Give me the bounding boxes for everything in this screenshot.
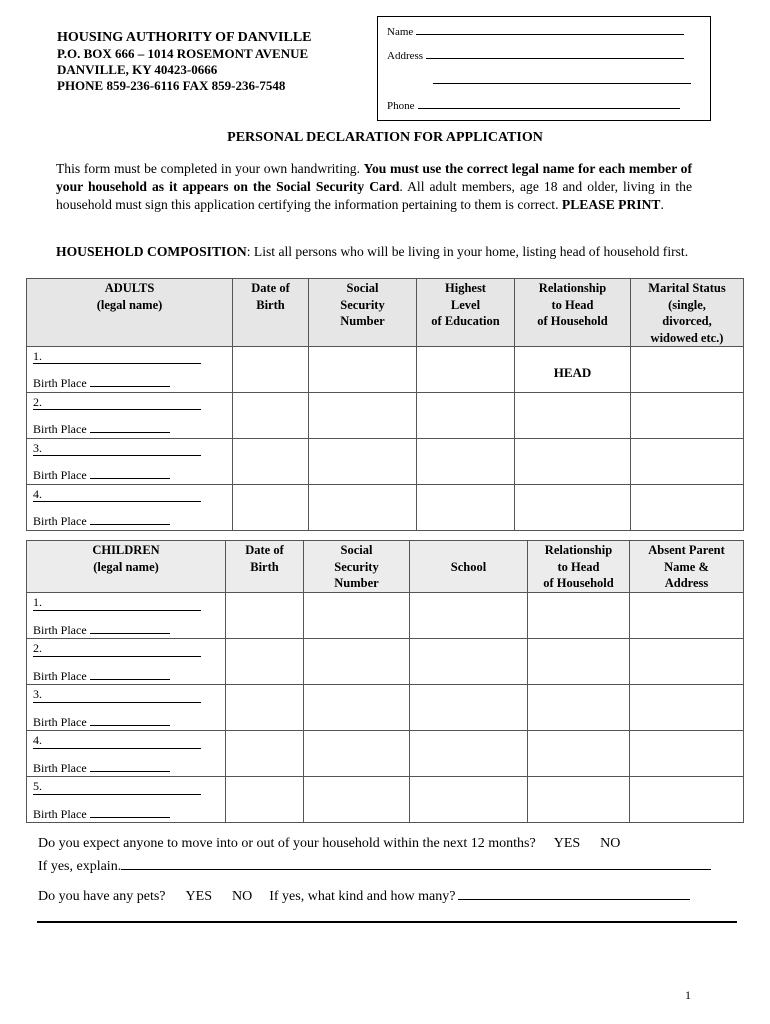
household-label: HOUSEHOLD COMPOSITION: [56, 244, 247, 259]
adults-cell-2[interactable]: [309, 485, 417, 531]
please-print: PLEASE PRINT: [561, 197, 661, 212]
children-cell-5[interactable]: [630, 684, 744, 730]
children-cell-3[interactable]: [410, 638, 528, 684]
explain-field[interactable]: [121, 859, 711, 870]
row-number: 4.: [33, 487, 42, 501]
agency-name: HOUSING AUTHORITY OF DANVILLE: [57, 30, 312, 45]
intro-paragraph: [56, 160, 692, 214]
row-number: 2.: [33, 640, 42, 655]
birth-place-field[interactable]: [33, 514, 170, 529]
children-cell-1[interactable]: [226, 638, 304, 684]
adults-name-cell[interactable]: [27, 439, 233, 485]
children-header-0: CHILDREN (legal name): [27, 541, 226, 593]
children-header-3: School: [410, 541, 528, 593]
children-cell-4[interactable]: [528, 776, 630, 822]
children-cell-1[interactable]: [226, 730, 304, 776]
children-cell-2[interactable]: [304, 776, 410, 822]
agency-header: [57, 30, 312, 94]
row-number: 1.: [33, 349, 42, 363]
row-number: 2.: [33, 395, 42, 409]
birth-place-field[interactable]: [33, 623, 170, 638]
birth-place-field[interactable]: [33, 468, 170, 483]
birth-place-label: Birth Place: [33, 514, 87, 528]
legal-name-line[interactable]: [33, 656, 201, 657]
pets-no-option[interactable]: NO: [231, 889, 253, 904]
children-cell-2[interactable]: [304, 592, 410, 638]
legal-name-line[interactable]: [33, 794, 201, 795]
birth-place-label: Birth Place: [33, 760, 87, 775]
agency-address: P.O. BOX 666 – 1014 ROSEMONT AVENUE: [57, 46, 309, 61]
children-header-1: Date of Birth: [226, 541, 304, 593]
birth-place-field[interactable]: [33, 807, 170, 822]
children-row: [27, 638, 744, 684]
page-number: 1: [685, 988, 691, 1002]
adults-header-2: Social Security Number: [309, 279, 417, 347]
children-name-cell[interactable]: [27, 684, 226, 730]
children-cell-2[interactable]: [304, 730, 410, 776]
children-header-5: Absent Parent Name & Address: [630, 541, 744, 593]
adults-cell-4[interactable]: [515, 485, 631, 531]
legal-name-line[interactable]: [33, 748, 201, 749]
legal-name-line[interactable]: [33, 501, 201, 502]
adults-cell-5[interactable]: [631, 485, 744, 531]
move-question: Do you expect anyone to move into or out of your household within the next 12 months?: [38, 836, 536, 851]
bottom-divider: [37, 921, 737, 923]
intro-text-2: . All adult members, age 18 and older, living in the household must sign this application certifying the information pertaining to them is correct.: [56, 179, 692, 212]
adults-cell-4[interactable]: [515, 439, 631, 485]
legal-name-line[interactable]: [33, 363, 201, 364]
adults-header-1: Date of Birth: [233, 279, 309, 347]
birth-place-label: Birth Place: [33, 422, 87, 436]
intro-bold-text: You must use the correct legal name for each member of your household as it appears on the Social Security Card: [56, 161, 692, 194]
birth-place-field[interactable]: [33, 376, 170, 391]
household-text: : List all persons who will be living in your home, listing head of household first.: [246, 244, 689, 259]
children-cell-4[interactable]: [528, 638, 630, 684]
children-cell-1[interactable]: [226, 776, 304, 822]
phone-field[interactable]: [387, 99, 680, 112]
adults-header-0: ADULTS (legal name): [27, 279, 233, 347]
children-header-4: Relationship to Head of Household: [528, 541, 630, 593]
adults-cell-2[interactable]: [309, 439, 417, 485]
children-cell-3[interactable]: [410, 776, 528, 822]
birth-place-label: Birth Place: [33, 806, 87, 821]
adults-header-4: Relationship to Head of Household: [515, 279, 631, 347]
children-cell-4[interactable]: [528, 684, 630, 730]
adults-cell-3[interactable]: [417, 439, 515, 485]
adults-cell-5[interactable]: [631, 393, 744, 439]
birth-place-field[interactable]: [33, 669, 170, 684]
children-cell-2[interactable]: [304, 684, 410, 730]
birth-place-label: Birth Place: [33, 714, 87, 729]
adults-cell-4[interactable]: [515, 393, 631, 439]
phone-label: Phone: [387, 100, 415, 112]
intro-text-1: This form must be completed in your own handwriting.: [56, 161, 364, 176]
birth-place-label: Birth Place: [33, 622, 87, 637]
children-row: [27, 592, 744, 638]
birth-place-field[interactable]: [33, 761, 170, 776]
adults-cell-2[interactable]: [309, 347, 417, 393]
legal-name-line[interactable]: [33, 610, 201, 611]
explain-label: If yes, explain.: [38, 859, 122, 874]
adults-cell-5[interactable]: [631, 439, 744, 485]
name-label: Name: [387, 26, 414, 38]
children-name-cell[interactable]: [27, 730, 226, 776]
intro-end: .: [660, 197, 664, 212]
adults-row: [27, 393, 744, 439]
children-cell-1[interactable]: [226, 684, 304, 730]
pets-kind-field[interactable]: [458, 889, 690, 900]
birth-place-field[interactable]: [33, 422, 170, 437]
adults-cell-1[interactable]: [233, 485, 309, 531]
adults-cell-5[interactable]: [631, 347, 744, 393]
adults-header-5: Marital Status (single, divorced, widowed etc.): [631, 279, 744, 347]
adults-cell-1[interactable]: [233, 393, 309, 439]
children-cell-3[interactable]: [410, 684, 528, 730]
birth-place-label: Birth Place: [33, 468, 87, 482]
adults-header-row: [27, 279, 744, 347]
children-cell-4[interactable]: [528, 730, 630, 776]
legal-name-line[interactable]: [33, 409, 201, 410]
adults-row: [27, 485, 744, 531]
birth-place-label: Birth Place: [33, 376, 87, 390]
adults-cell-3[interactable]: [417, 347, 515, 393]
adults-row: [27, 439, 744, 485]
children-cell-5[interactable]: [630, 638, 744, 684]
children-name-cell[interactable]: [27, 638, 226, 684]
pets-kind-label: If yes, what kind and how many?: [269, 889, 456, 904]
explain-row[interactable]: [38, 859, 711, 875]
move-question-row: [38, 836, 620, 852]
children-header-2: Social Security Number: [304, 541, 410, 593]
children-cell-5[interactable]: [630, 730, 744, 776]
adults-cell-1[interactable]: [233, 439, 309, 485]
adults-cell-2[interactable]: [309, 393, 417, 439]
children-row: [27, 684, 744, 730]
legal-name-line[interactable]: [33, 702, 201, 703]
children-cell-4[interactable]: [528, 592, 630, 638]
row-number: 4.: [33, 732, 42, 747]
children-row: [27, 730, 744, 776]
legal-name-line[interactable]: [33, 455, 201, 456]
children-cell-5[interactable]: [630, 776, 744, 822]
pets-question: Do you have any pets?: [38, 889, 166, 904]
row-number: 5.: [33, 778, 42, 793]
children-cell-3[interactable]: [410, 730, 528, 776]
row-number: 1.: [33, 594, 42, 609]
address-label: Address: [387, 50, 424, 62]
children-cell-2[interactable]: [304, 638, 410, 684]
relationship-head-cell[interactable]: HEAD: [515, 347, 631, 393]
move-yes-option[interactable]: YES: [553, 836, 581, 851]
form-title: PERSONAL DECLARATION FOR APPLICATION: [227, 130, 543, 145]
adults-name-cell[interactable]: [27, 393, 233, 439]
adults-name-cell[interactable]: [27, 485, 233, 531]
name-field[interactable]: [387, 25, 684, 38]
row-number: 3.: [33, 441, 42, 455]
row-number: 3.: [33, 686, 42, 701]
birth-place-label: Birth Place: [33, 668, 87, 683]
adults-header-3: Highest Level of Education: [417, 279, 515, 347]
address-field[interactable]: [387, 49, 684, 62]
children-table: [26, 540, 744, 823]
adults-table: [26, 278, 744, 531]
children-cell-3[interactable]: [410, 592, 528, 638]
children-cell-5[interactable]: [630, 592, 744, 638]
address-field-line-2[interactable]: [430, 74, 691, 87]
adults-cell-3[interactable]: [417, 393, 515, 439]
children-header-row: [27, 541, 744, 593]
pets-row: [38, 889, 690, 905]
children-cell-1[interactable]: [226, 592, 304, 638]
agency-city: DANVILLE, KY 40423-0666: [57, 62, 218, 77]
adults-cell-1[interactable]: [233, 347, 309, 393]
contact-box: [377, 16, 711, 121]
children-name-cell[interactable]: [27, 776, 226, 822]
adults-row: [27, 347, 744, 393]
pets-yes-option[interactable]: YES: [185, 889, 212, 904]
household-composition-intro: [56, 243, 692, 260]
birth-place-field[interactable]: [33, 715, 170, 730]
children-row: [27, 776, 744, 822]
move-no-option[interactable]: NO: [600, 836, 621, 851]
children-name-cell[interactable]: [27, 592, 226, 638]
adults-cell-3[interactable]: [417, 485, 515, 531]
agency-phones: PHONE 859-236-6116 FAX 859-236-7548: [57, 78, 286, 93]
adults-name-cell[interactable]: [27, 347, 233, 393]
